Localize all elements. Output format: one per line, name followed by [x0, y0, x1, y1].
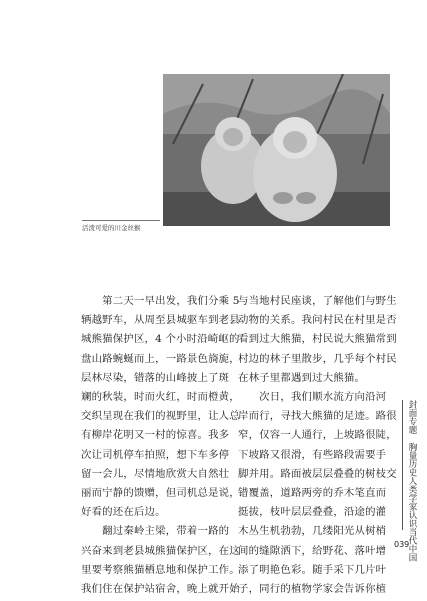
- text-line: 添了明艳色彩。随手采下几片叶: [238, 563, 387, 576]
- text-line: 错覆盖，道路两旁的乔木笔直而: [238, 487, 387, 500]
- text-line: 兴奋来到老县城熊猫保护区，在这: [81, 544, 240, 557]
- text-line: 盘山路蜿蜒而上，一路景色旖旎，: [81, 352, 240, 365]
- text-line: 窄，仅容一人通行，上坡路很陡，: [238, 429, 397, 442]
- text-line: 交织呈现在我们的视野里，让人总: [81, 410, 240, 423]
- article-column-right: [238, 292, 397, 599]
- text-line: 岸而行，寻找大熊猫的足迹。路很: [238, 410, 397, 423]
- text-line: 我们住在保护站宿舍，晚上就开始: [81, 583, 240, 596]
- text-line: 第二天一早出发，我们分乘 5: [81, 295, 240, 307]
- text-line: 挺拔，枝叶层层叠叠，沿途的灌: [238, 506, 387, 519]
- text-line: 下坡路又很滑，有些路段需要手: [238, 448, 387, 461]
- article-column-left: [81, 292, 240, 599]
- text-line: 动物的关系。我问村民在村里是否: [238, 314, 397, 327]
- text-line: 次让司机停车拍照，想下车多停: [81, 448, 230, 461]
- text-line: 层林尽染，错落的山峰披上了斑: [81, 371, 230, 384]
- text-line: 留一会儿，尽情地欣赏大自然壮: [81, 467, 230, 480]
- text-line: 木丛生机勃勃，几缕阳光从树梢: [238, 525, 387, 538]
- text-line: 与当地村民座谈，了解他们与野生: [238, 295, 397, 307]
- snub-nosed-monkey-photo: [163, 74, 390, 226]
- caption-divider: [82, 220, 160, 221]
- monkey-illustration: [163, 74, 390, 226]
- text-line: 城熊猫保护区，4 个小时沿崎岖的: [81, 333, 240, 346]
- text-line: 丽而宁静的馈赠，但司机总是说，: [81, 487, 240, 500]
- text-line: 村边的林子里散步，几乎每个村民: [238, 352, 397, 365]
- page-number: 039: [394, 540, 410, 549]
- text-line: 脚并用。路面被层层叠叠的树枝交: [238, 467, 397, 480]
- text-line: 在林子里都遇到过大熊猫。: [238, 371, 366, 384]
- text-line: 斓的秋装，时而火红，时而橙黄，: [81, 391, 240, 404]
- text-line: 翻过秦岭主梁，带着一路的: [81, 525, 230, 538]
- photo-caption: 活泼可爱的川金丝猴: [82, 224, 141, 232]
- text-line: 子，同行的植物学家会告诉你植: [238, 583, 387, 596]
- text-line: 次日，我们顺水流方向沿河: [238, 391, 387, 404]
- section-title: 封面专题 胸量历史人类学家认识当代中国: [407, 400, 417, 562]
- section-divider: [402, 400, 403, 530]
- text-line: 有柳岸花明又一村的惊喜。我多: [81, 429, 230, 442]
- text-line: 里要考察熊猫栖息地和保护工作。: [81, 563, 240, 576]
- text-line: 辆越野车，从周至县城驱车到老县: [81, 314, 240, 327]
- text-line: 看到过大熊猫，村民说大熊猫常到: [238, 333, 397, 346]
- text-line: 好看的还在后边。: [81, 506, 166, 519]
- text-line: 间的缝隙洒下，给野花、落叶增: [238, 544, 387, 557]
